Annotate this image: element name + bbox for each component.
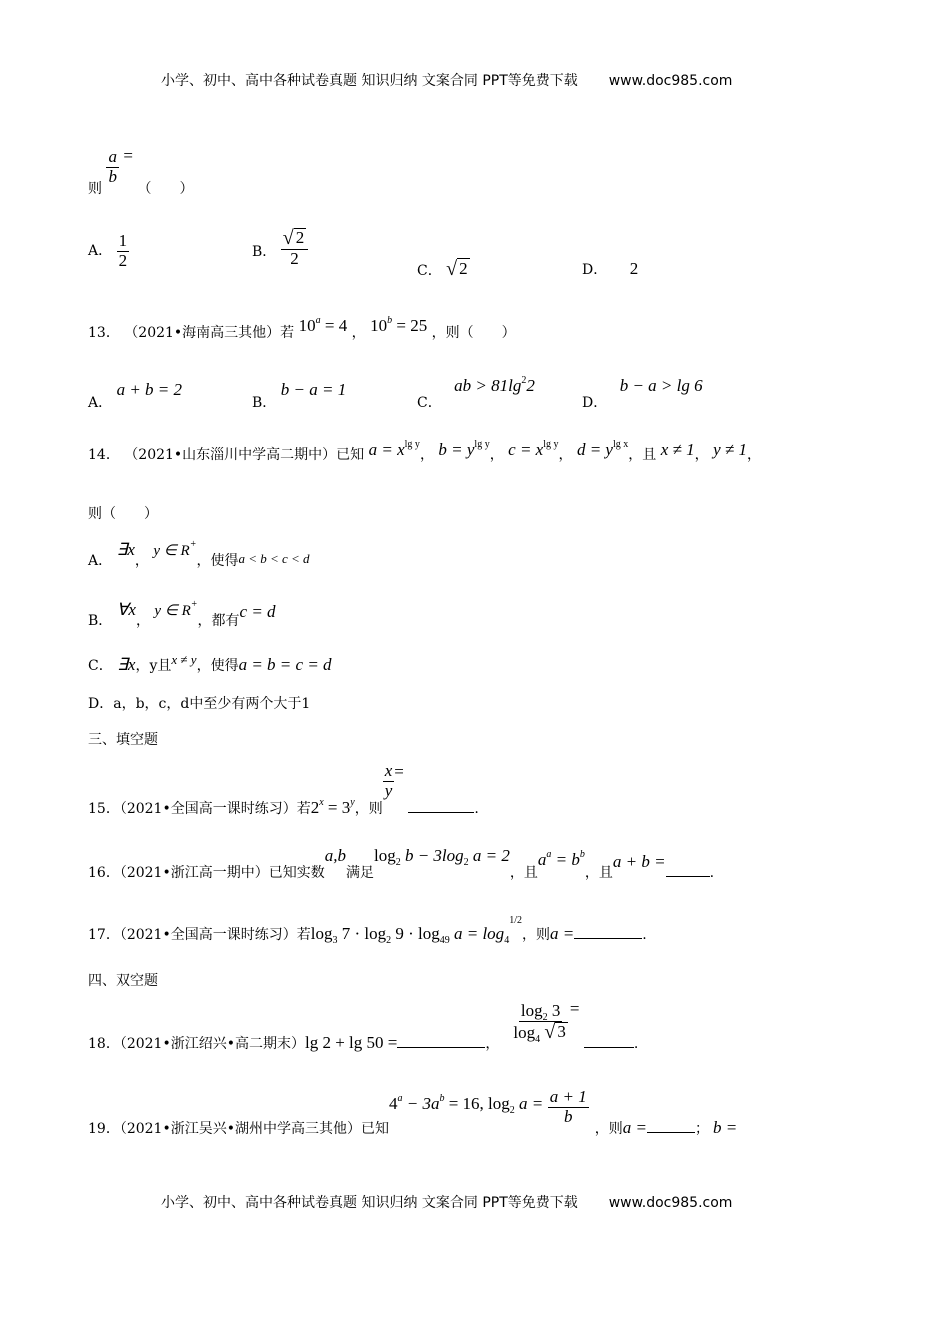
- q13-d-expr: b − a > lg 6: [619, 376, 703, 395]
- q12-c-root: 2: [459, 259, 468, 278]
- q18-source: （2021•浙江绍兴•高二期末）: [119, 1036, 305, 1053]
- q16-stem: 16．（2021•浙江高一期中）已知实数a,b满足$\log_2 b - 3\log_2$ a = 2，且$a^a = b^b$，且a + b =.: [88, 846, 715, 881]
- q19-b-eq: b =: [712, 1118, 738, 1138]
- q13-source: （2021•海南高三其他）若: [124, 325, 295, 341]
- q12-b-sqrt: √ 2: [282, 227, 305, 249]
- q14-number: 14．: [88, 447, 120, 463]
- q14-c-exists: ∃x: [117, 655, 136, 674]
- q14-a-domain: y ∈ R+: [153, 539, 197, 559]
- q19-system: $4^a - 3a^b = 16$, $\log_2 a$ =: [388, 1093, 544, 1117]
- q14-b-forall: ∀x: [116, 600, 136, 619]
- q13-b-expr: b − a = 1: [280, 380, 347, 399]
- q14-d-def: $d = y^{lg x}$: [576, 439, 629, 459]
- q14-option-d[interactable]: [88, 693, 310, 713]
- q12-d-value: 2: [629, 259, 639, 278]
- q14-b-label: B．: [88, 613, 113, 629]
- q12-eq: =: [123, 146, 133, 166]
- q13-cond1: 10$^a$ = 4: [298, 315, 348, 335]
- q15-answer-blank[interactable]: [408, 798, 474, 813]
- q13-comma: ，: [351, 325, 366, 341]
- q12-stem: [88, 146, 194, 198]
- q14-and: ，且: [628, 447, 657, 463]
- section-fill-in-title: 三、填空题: [88, 732, 158, 748]
- q18-expr: lg 2 + lg 50 =: [304, 1033, 398, 1053]
- q12-b-label: B．: [252, 244, 277, 261]
- q12-a-num: 1: [118, 231, 128, 250]
- q19-fraction: $\frac{a + 1}{b}$: [549, 1087, 587, 1126]
- q12-lead: 则: [88, 181, 102, 198]
- q18-fraction: [511, 1001, 569, 1045]
- q19-answer-blank-a[interactable]: [647, 1118, 695, 1133]
- q14-option-c[interactable]: C． ∃x，y且x ≠ y，使得a = b = c = d: [88, 652, 332, 674]
- q14-c-def: $c = x^{lg y}$: [508, 439, 559, 459]
- q19-source: （2021•浙江吴兴•湖州中学高三其他）已知: [119, 1121, 389, 1138]
- q12-b-den: 2: [290, 248, 299, 268]
- q12-frac-num: a: [108, 147, 117, 166]
- q14-b-domain: y ∈ R+: [154, 599, 198, 619]
- q12-frac-den: b: [108, 166, 117, 186]
- q13-b-label: B．: [252, 395, 277, 411]
- q12-option-c[interactable]: [417, 258, 470, 280]
- q14-option-b[interactable]: B． ∀x， y ∈ R+，都有c = d: [88, 599, 276, 629]
- q17-source: （2021•全国高一课时练习）若: [119, 927, 311, 943]
- q14-a-def: $a = x^{lg y}$: [368, 439, 420, 459]
- q14-a-relation: a < b < c < d: [238, 551, 310, 566]
- q14-a-label: A．: [88, 553, 113, 569]
- q17-lhs: a =: [549, 924, 575, 943]
- q18-frac-den: $\log_4$ √ 3: [513, 1020, 566, 1045]
- q15-number: 15．: [88, 801, 120, 818]
- q15-fraction: $\frac{x}{y}$: [384, 761, 393, 800]
- q13-option-c[interactable]: [417, 375, 535, 411]
- q17-answer-blank[interactable]: [574, 924, 642, 939]
- q13-number: 13．: [88, 325, 120, 341]
- q14-then: 则（ ）: [88, 506, 158, 522]
- q16-source: （2021•浙江高一期中）已知实数: [119, 865, 325, 881]
- page-header: [161, 70, 732, 90]
- q14-a-exists: ∃x: [116, 540, 135, 559]
- q16-answer-blank[interactable]: [666, 862, 710, 877]
- q13-a-expr: a + b = 2: [116, 380, 183, 399]
- q14-c-label: C．: [88, 658, 113, 674]
- q14-b-def: $b = y^{lg y}$: [438, 439, 490, 459]
- q13-d-label: D．: [582, 395, 608, 411]
- q15-equation: $2^x = 3^y$: [310, 797, 355, 818]
- q17-stem: 17．（2021•全国高一课时练习）若$\log_3 7 \cdot \log_2 9 \cdot \log_{49} a = \log_4^{1/2}$，则a = .: [88, 915, 647, 946]
- q19-a-eq: a =: [622, 1118, 647, 1138]
- q17-number: 17．: [88, 927, 120, 943]
- header-text: 小学、初中、高中各种试卷真题 知识归纳 文案合同 PPT等免费下载: [161, 73, 578, 89]
- q16-sum: a + b =: [612, 852, 666, 871]
- q14-d-label: D．: [88, 696, 114, 712]
- q13-option-b[interactable]: [252, 380, 347, 411]
- q13-stem: [88, 315, 516, 342]
- q12-a-label: A．: [88, 243, 113, 260]
- q13-c-expr: ab > $81\lg^22$: [454, 375, 535, 395]
- q16-vars: a,b: [324, 846, 346, 865]
- q13-cond2: 10$^b$ = 25: [370, 315, 428, 335]
- header-url[interactable]: www.doc985.com: [608, 73, 733, 89]
- q15-stem: 15．（2021•全国高一课时练习）若$2^x = 3^y$，则 $\frac{x}{y}$ = .: [88, 761, 479, 818]
- q12-c-label: C．: [417, 263, 442, 279]
- q17-log-product: $\log_3 7 \cdot \log_2 9 \cdot \log_{49} a = \log_4^{1/2}$: [310, 915, 522, 946]
- q12-b-fraction: [281, 228, 308, 268]
- q13-option-a[interactable]: [88, 380, 183, 411]
- q14-stem: 14． （2021•山东淄川中学高二期中）已知 $a = x^{lg y}$， $b = y^{lg y}$， $c = x^{lg y}$， $d = y^{lg x}$，且 x ≠ 1， y ≠ 1，: [88, 439, 761, 463]
- q14-option-a[interactable]: A． ∃x， y ∈ R+，使得a < b < c < d: [88, 539, 310, 569]
- q19-stem: 19．（2021•浙江吴兴•湖州中学高三其他）已知$4^a - 3a^b = 16$, $\log_2 a$ = $\frac{a + 1}{b}$ ，则a = ； b =: [88, 1087, 738, 1138]
- q12-paren: （ ）: [137, 181, 194, 198]
- section-double-blank-title: 四、双空题: [88, 973, 158, 989]
- q12-option-a[interactable]: [88, 232, 129, 270]
- q12-b-root: 2: [295, 228, 305, 248]
- q16-power-eq: $a^a = b^b$: [537, 849, 585, 869]
- q12-d-label: D．: [582, 262, 608, 278]
- q16-log-eq: $\log_2 b - 3\log_2$ a = 2: [373, 846, 510, 868]
- q18-answer-blank-2[interactable]: [584, 1033, 634, 1048]
- q14-c-ne: x ≠ y: [171, 652, 197, 667]
- q14-x-ne: x ≠ 1: [660, 440, 695, 459]
- q12-a-den: 2: [118, 250, 128, 270]
- q14-y-ne: y ≠ 1: [713, 440, 747, 459]
- q14-c-relation: a = b = c = d: [238, 655, 332, 674]
- q14-b-relation: c = d: [239, 602, 276, 621]
- q18-number: 18．: [88, 1036, 120, 1053]
- q14-d-text: a，b，c，d中至少有两个大于1: [113, 696, 311, 712]
- q19-number: 19．: [88, 1121, 120, 1138]
- q14-source: （2021•山东淄川中学高二期中）已知: [124, 447, 365, 463]
- q12-option-d[interactable]: [582, 259, 638, 279]
- page-footer: [161, 1192, 732, 1212]
- q13-a-label: A．: [88, 395, 113, 411]
- q12-a-fraction: [117, 232, 130, 270]
- q13-tail: ，则（ ）: [431, 325, 516, 341]
- q12-c-sqrt: √ 2: [446, 258, 468, 280]
- q18-stem: 18．（2021•浙江绍兴•高二期末）lg 2 + lg 50 = ， $\log_2 3$ $\log_4$ √ 3 = .: [88, 999, 639, 1053]
- q15-source: （2021•全国高一课时练习）若: [119, 801, 311, 818]
- q12-fraction: [106, 148, 119, 186]
- footer-url[interactable]: www.doc985.com: [608, 1195, 733, 1211]
- q18-answer-blank-1[interactable]: [397, 1033, 485, 1048]
- footer-text: 小学、初中、高中各种试卷真题 知识归纳 文案合同 PPT等免费下载: [161, 1195, 578, 1211]
- q13-c-label: C．: [417, 395, 442, 411]
- q12-option-b[interactable]: [252, 228, 308, 268]
- q13-option-d[interactable]: [582, 376, 703, 411]
- q16-number: 16．: [88, 865, 120, 881]
- q18-frac-num: $\log_2 3$: [520, 1001, 561, 1023]
